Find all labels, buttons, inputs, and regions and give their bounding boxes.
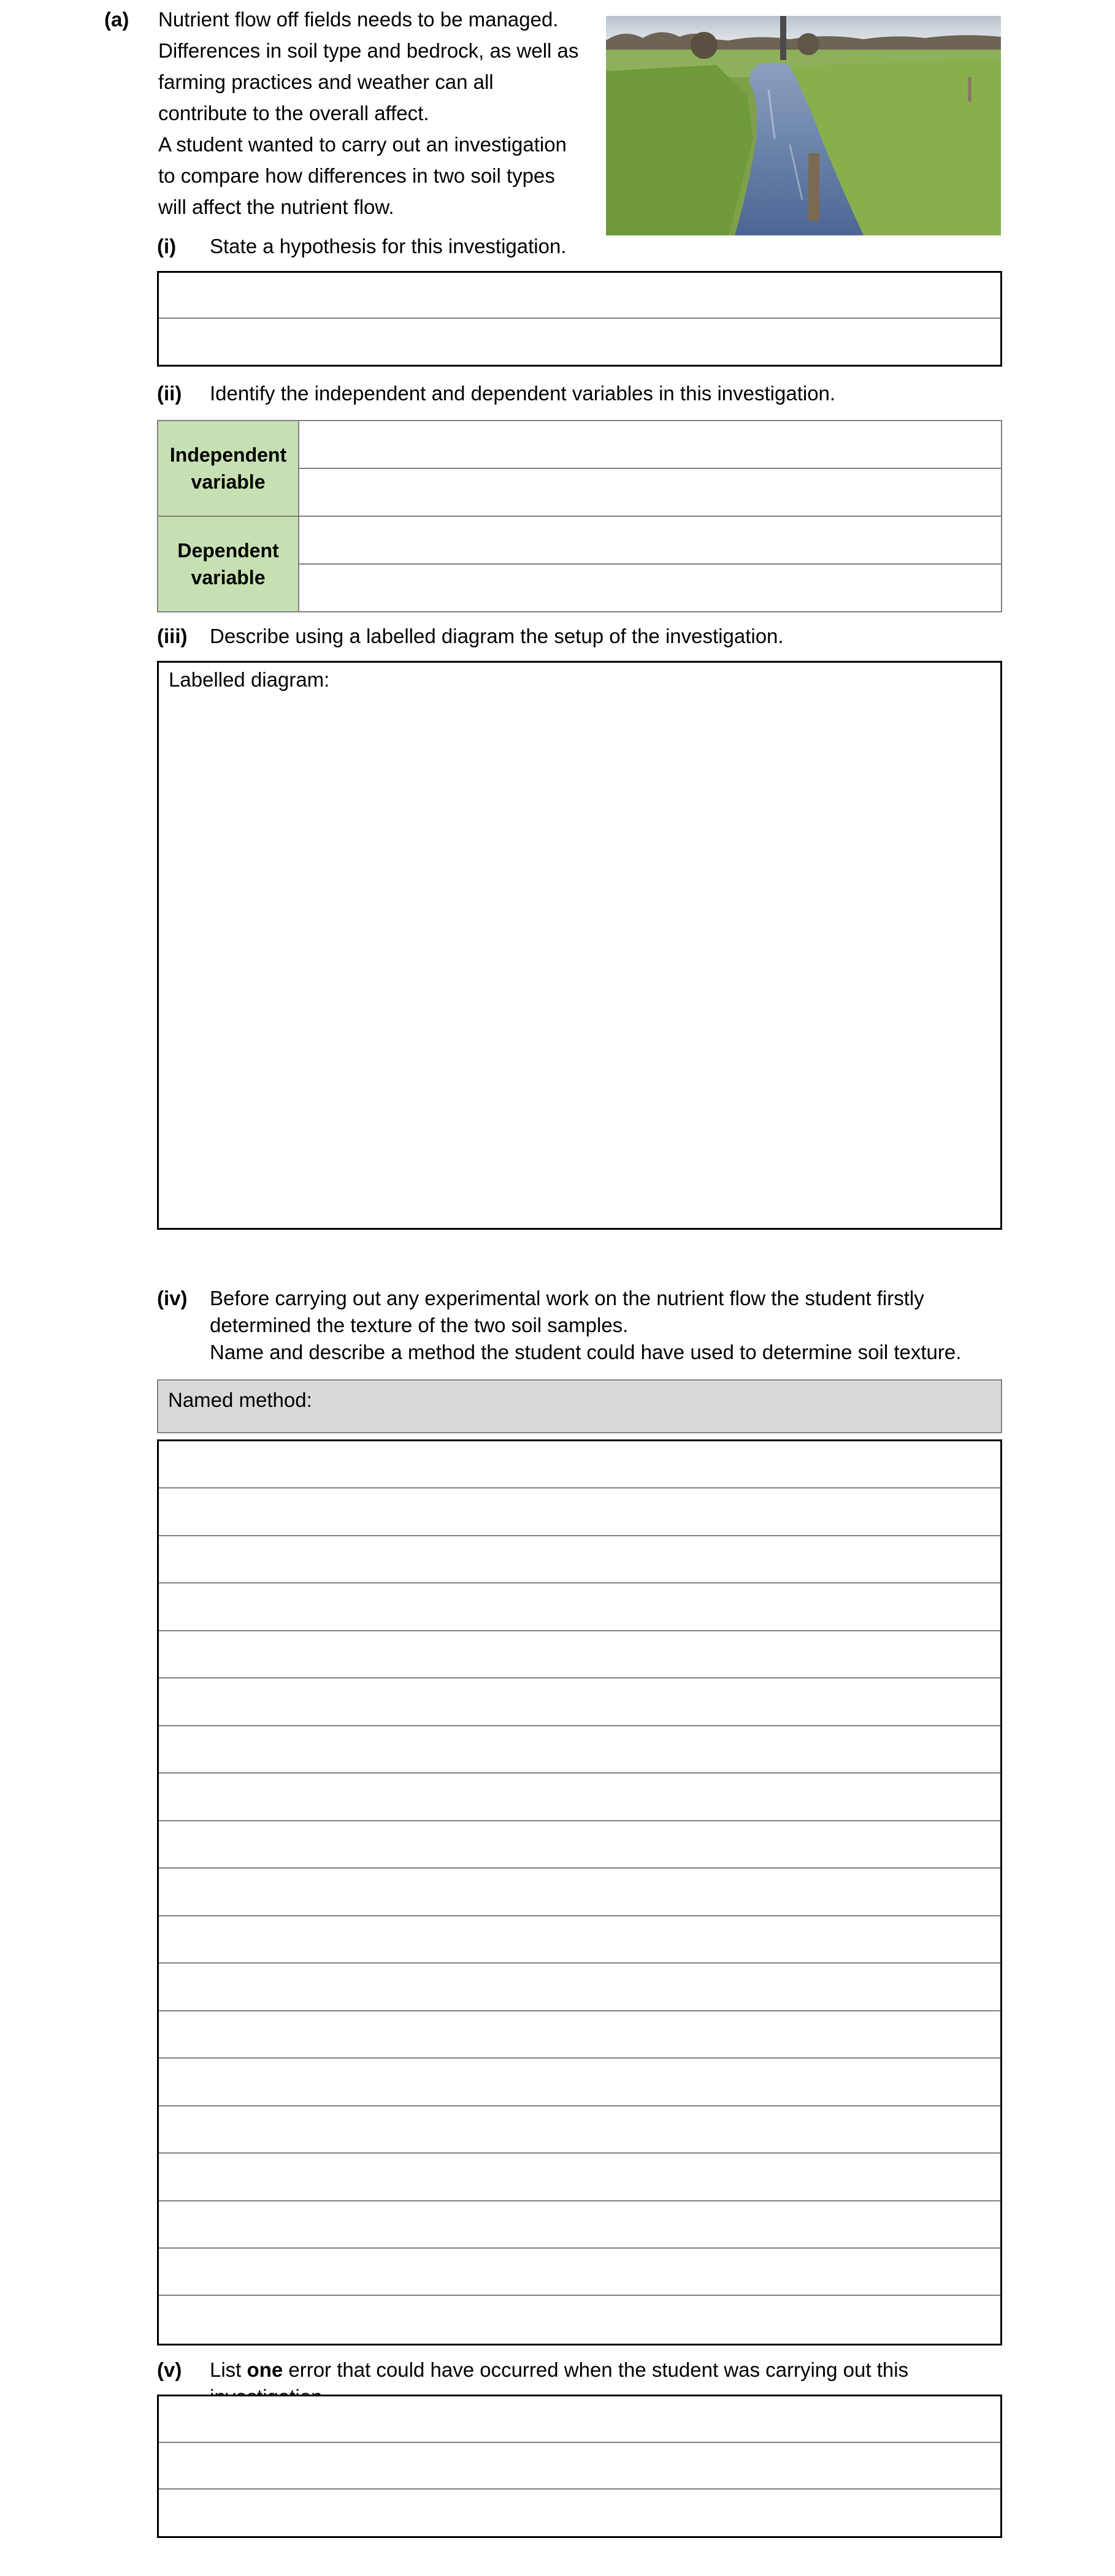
q-iv-text-line: determined the texture of the two soil samples. bbox=[210, 1314, 629, 1336]
answer-line[interactable] bbox=[159, 2296, 1000, 2343]
part-a-intro bbox=[158, 4, 600, 223]
q-iii-text: Describe using a labelled diagram the setup of the investigation. bbox=[210, 625, 784, 647]
q-iv-text-line: Before carrying out any experimental work on the nutrient flow the student firstly bbox=[210, 1287, 924, 1309]
answer-line[interactable] bbox=[159, 2443, 1000, 2490]
dependent-answer-cell[interactable] bbox=[299, 516, 1002, 564]
answer-line[interactable] bbox=[159, 2201, 1000, 2249]
diagram-answer-box[interactable] bbox=[157, 661, 1002, 1230]
answer-line[interactable] bbox=[159, 2396, 1000, 2443]
answer-line[interactable] bbox=[159, 1774, 1000, 1821]
answer-line[interactable] bbox=[159, 1964, 1000, 2011]
dependent-variable-header: Dependent variable bbox=[158, 516, 299, 612]
intro-line: contribute to the overall affect. bbox=[158, 102, 429, 124]
q-i-label: (i) bbox=[157, 235, 177, 257]
answer-line[interactable] bbox=[159, 1821, 1000, 1869]
answer-line[interactable] bbox=[159, 2059, 1000, 2106]
q-v-emphasis: one bbox=[247, 2358, 283, 2381]
named-method-field[interactable] bbox=[157, 1379, 1002, 1433]
answer-line[interactable] bbox=[159, 2106, 1000, 2154]
answer-line[interactable] bbox=[159, 1631, 1000, 1679]
q-ii-text: Identify the independent and dependent variables in this investigation. bbox=[210, 382, 836, 405]
answer-line[interactable] bbox=[159, 1583, 1000, 1631]
q-iv-text-line: Name and describe a method the student could have used to determine soil texture. bbox=[210, 1341, 962, 1363]
independent-answer-cell[interactable] bbox=[299, 468, 1002, 516]
independent-variable-header: Independent variable bbox=[158, 421, 299, 516]
q-iv-label: (iv) bbox=[157, 1287, 188, 1309]
q-v-label: (v) bbox=[157, 2358, 182, 2381]
q-iii-label: (iii) bbox=[157, 625, 188, 647]
answer-line[interactable] bbox=[159, 1916, 1000, 1964]
error-answer-box[interactable] bbox=[157, 2395, 1002, 2538]
independent-answer-cell[interactable] bbox=[299, 421, 1002, 468]
part-a-label: (a) bbox=[104, 8, 129, 31]
answer-line[interactable] bbox=[159, 1488, 1000, 1536]
answer-line[interactable] bbox=[159, 2490, 1000, 2536]
stream-field-photo bbox=[606, 16, 1001, 235]
intro-line: Nutrient flow off fields needs to be managed. bbox=[158, 8, 559, 31]
answer-line[interactable] bbox=[159, 2011, 1000, 2059]
answer-line[interactable] bbox=[159, 1536, 1000, 1583]
intro-line: Differences in soil type and bedrock, as well as bbox=[158, 39, 579, 62]
answer-line[interactable] bbox=[159, 1679, 1000, 1726]
intro-line: farming practices and weather can all bbox=[158, 70, 494, 93]
variables-table bbox=[157, 420, 1002, 612]
intro-line: A student wanted to carry out an investigation bbox=[158, 133, 567, 156]
method-answer-box[interactable] bbox=[157, 1439, 1002, 2345]
named-method-label: Named method: bbox=[168, 1389, 312, 1411]
hypothesis-answer-box[interactable] bbox=[157, 271, 1002, 367]
answer-line[interactable] bbox=[159, 1441, 1000, 1488]
answer-line[interactable] bbox=[159, 273, 1000, 319]
answer-line[interactable] bbox=[159, 319, 1000, 365]
q-i-text: State a hypothesis for this investigation. bbox=[210, 235, 567, 257]
answer-line[interactable] bbox=[159, 1726, 1000, 1774]
diagram-box-label: Labelled diagram: bbox=[169, 668, 330, 691]
q-v-text: List one error that could have occurred when the student was carrying out this bbox=[210, 2358, 909, 2381]
dependent-answer-cell[interactable] bbox=[299, 564, 1002, 612]
answer-line[interactable] bbox=[159, 2154, 1000, 2201]
intro-line: to compare how differences in two soil types bbox=[158, 164, 555, 187]
answer-line[interactable] bbox=[159, 1869, 1000, 1916]
q-iv-text bbox=[210, 1285, 1007, 1366]
answer-line[interactable] bbox=[159, 2249, 1000, 2296]
intro-line: will affect the nutrient flow. bbox=[158, 196, 394, 218]
q-ii-label: (ii) bbox=[157, 382, 182, 405]
